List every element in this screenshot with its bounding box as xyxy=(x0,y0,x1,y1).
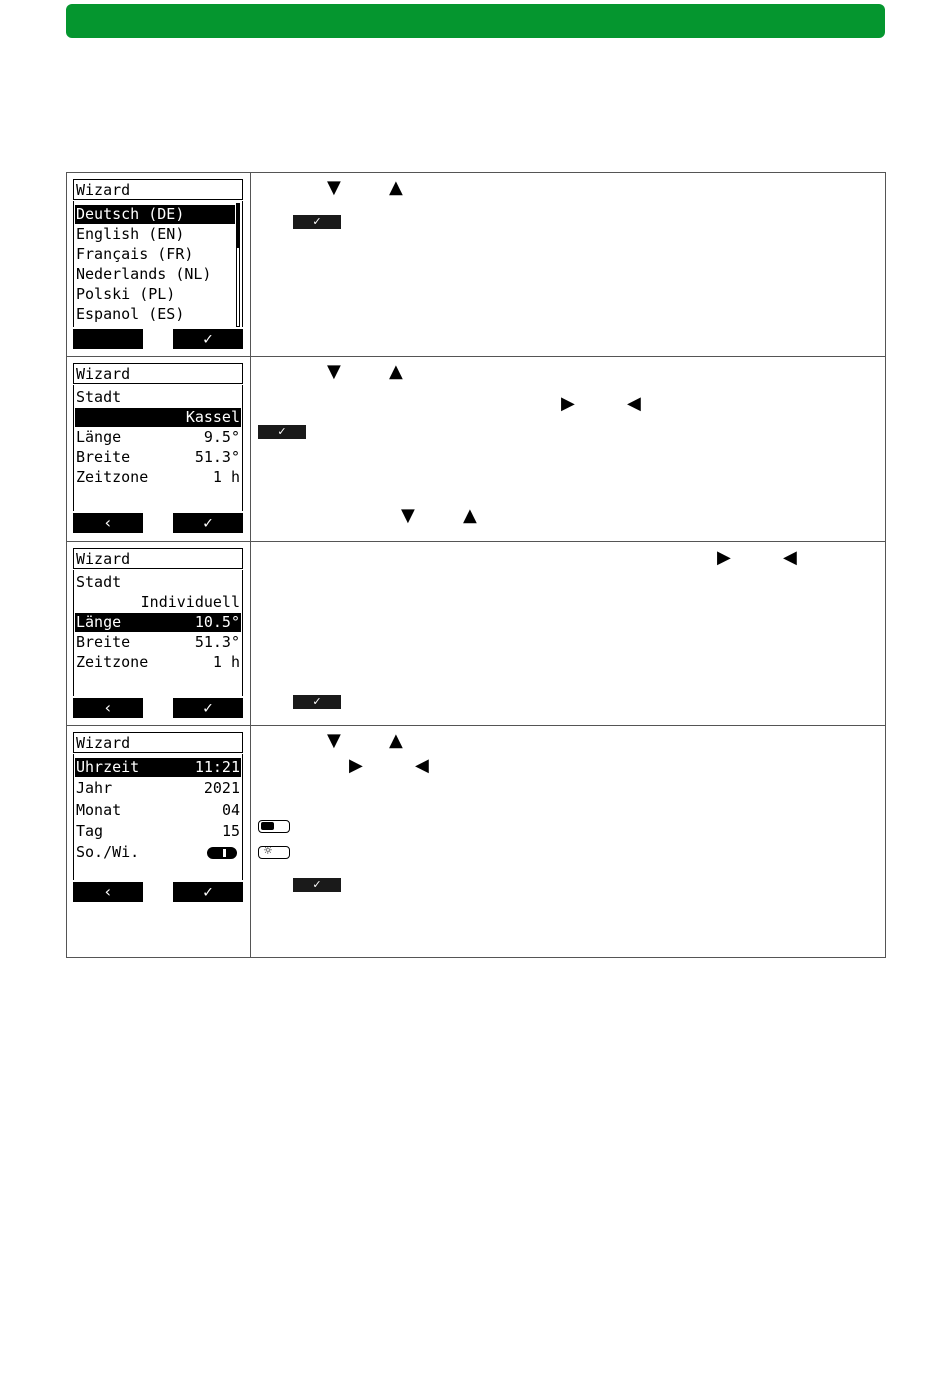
list-item-nederlands[interactable]: Nederlands (NL) xyxy=(76,265,212,283)
field-uhrzeit[interactable] xyxy=(75,758,241,777)
arrow-down-icon: ▼ xyxy=(327,730,341,751)
softkey-confirm[interactable]: ✓ xyxy=(173,513,243,533)
field-value: 51.3° xyxy=(194,633,240,651)
location-fields xyxy=(73,385,243,511)
device-display-time xyxy=(73,732,245,902)
field-value: 2021 xyxy=(203,779,240,797)
softkey-left[interactable] xyxy=(73,329,143,349)
softkey-confirm[interactable]: ✓ xyxy=(173,698,243,718)
arrow-up-icon: ▲ xyxy=(389,361,403,382)
field-label: Breite xyxy=(76,448,131,466)
screen-cell xyxy=(67,726,251,957)
arrow-up-icon: ▲ xyxy=(463,505,477,526)
field-city-value[interactable] xyxy=(75,593,241,612)
dst-toggle[interactable] xyxy=(206,843,238,862)
toggle-icon xyxy=(206,846,238,860)
scrollbar[interactable] xyxy=(236,203,240,327)
softkey-confirm[interactable]: ✓ xyxy=(173,329,243,349)
city-value: Individuell xyxy=(140,593,240,611)
field-value: 1 h xyxy=(212,653,240,671)
list-item-espanol[interactable]: Espanol (ES) xyxy=(76,305,185,323)
list-item-english[interactable]: English (EN) xyxy=(76,225,185,243)
softkey-bar xyxy=(73,882,243,902)
field-zeitzone[interactable] xyxy=(75,468,241,487)
field-city-value[interactable] xyxy=(75,408,241,427)
softkey-back[interactable]: ‹ xyxy=(73,698,143,718)
field-monat[interactable] xyxy=(75,801,241,820)
field-label: Uhrzeit xyxy=(76,758,140,776)
confirm-key-icon: ✓ xyxy=(293,695,341,709)
arrow-down-icon: ▼ xyxy=(401,505,415,526)
sun-icon: ☼ xyxy=(263,844,273,857)
softkey-back[interactable]: ‹ xyxy=(73,513,143,533)
field-label: Stadt xyxy=(76,388,122,406)
instruction-table xyxy=(66,172,886,958)
field-label: Monat xyxy=(76,801,122,819)
instruction-cell xyxy=(251,542,885,725)
field-value: 10.5° xyxy=(194,613,240,631)
arrow-left-icon: ◀ xyxy=(783,547,797,568)
confirm-key-icon: ✓ xyxy=(258,425,306,439)
header-bar xyxy=(66,4,885,38)
device-display-language xyxy=(73,179,245,349)
field-breite[interactable] xyxy=(75,633,241,652)
field-label: Breite xyxy=(76,633,131,651)
table-row-language xyxy=(67,173,885,357)
summer-time-toggle-icon xyxy=(258,820,290,833)
instruction-cell xyxy=(251,173,885,356)
scrollbar-thumb[interactable] xyxy=(237,204,239,248)
screen-cell xyxy=(67,173,251,356)
field-label: Länge xyxy=(76,428,122,446)
field-value: 51.3° xyxy=(194,448,240,466)
field-jahr[interactable] xyxy=(75,779,241,798)
arrow-left-icon: ◀ xyxy=(415,755,429,776)
arrow-left-icon: ◀ xyxy=(627,393,641,414)
screen-cell xyxy=(67,357,251,541)
softkey-confirm[interactable]: ✓ xyxy=(173,882,243,902)
field-value: 04 xyxy=(221,801,240,819)
time-fields xyxy=(73,754,243,880)
field-breite[interactable] xyxy=(75,448,241,467)
softkey-bar xyxy=(73,698,243,718)
field-value: 9.5° xyxy=(203,428,240,446)
arrow-down-icon: ▼ xyxy=(327,177,341,198)
arrow-right-icon: ▶ xyxy=(349,755,363,776)
field-value: 15 xyxy=(221,822,240,840)
field-label: So./Wi. xyxy=(76,843,140,861)
arrow-right-icon: ▶ xyxy=(717,547,731,568)
field-laenge[interactable] xyxy=(75,613,241,632)
display-title: Wizard xyxy=(73,548,243,569)
field-zeitzone[interactable] xyxy=(75,653,241,672)
field-label: Jahr xyxy=(76,779,113,797)
field-stadt xyxy=(75,388,241,407)
field-label: Länge xyxy=(76,613,122,631)
arrow-up-icon: ▲ xyxy=(389,177,403,198)
display-title: Wizard xyxy=(73,363,243,384)
instruction-cell xyxy=(251,726,885,957)
language-list xyxy=(73,201,243,327)
field-laenge[interactable] xyxy=(75,428,241,447)
instruction-cell xyxy=(251,357,885,541)
list-item-francais[interactable]: Français (FR) xyxy=(76,245,194,263)
screen-cell xyxy=(67,542,251,725)
arrow-down-icon: ▼ xyxy=(327,361,341,382)
device-display-city xyxy=(73,363,245,533)
softkey-bar xyxy=(73,513,243,533)
confirm-key-icon: ✓ xyxy=(293,878,341,892)
location-fields xyxy=(73,570,243,696)
field-value: 11:21 xyxy=(194,758,240,776)
display-title: Wizard xyxy=(73,179,243,200)
arrow-up-icon: ▲ xyxy=(389,730,403,751)
field-sommer-winter[interactable] xyxy=(75,843,241,862)
field-value: 1 h xyxy=(212,468,240,486)
arrow-right-icon: ▶ xyxy=(561,393,575,414)
city-value: Kassel xyxy=(185,408,240,426)
confirm-key-icon: ✓ xyxy=(293,215,341,229)
winter-time-toggle-icon xyxy=(258,846,290,859)
softkey-back[interactable]: ‹ xyxy=(73,882,143,902)
field-stadt xyxy=(75,573,241,592)
softkey-bar xyxy=(73,329,243,349)
field-label: Stadt xyxy=(76,573,122,591)
table-row-time xyxy=(67,726,885,957)
table-row-coordinates xyxy=(67,542,885,726)
display-title: Wizard xyxy=(73,732,243,753)
list-item-polski[interactable]: Polski (PL) xyxy=(76,285,176,303)
table-row-city xyxy=(67,357,885,542)
field-label: Tag xyxy=(76,822,104,840)
field-label: Zeitzone xyxy=(76,468,149,486)
field-label: Zeitzone xyxy=(76,653,149,671)
device-display-coordinates xyxy=(73,548,245,718)
field-tag[interactable] xyxy=(75,822,241,841)
list-item-deutsch[interactable]: Deutsch (DE) xyxy=(75,205,235,224)
